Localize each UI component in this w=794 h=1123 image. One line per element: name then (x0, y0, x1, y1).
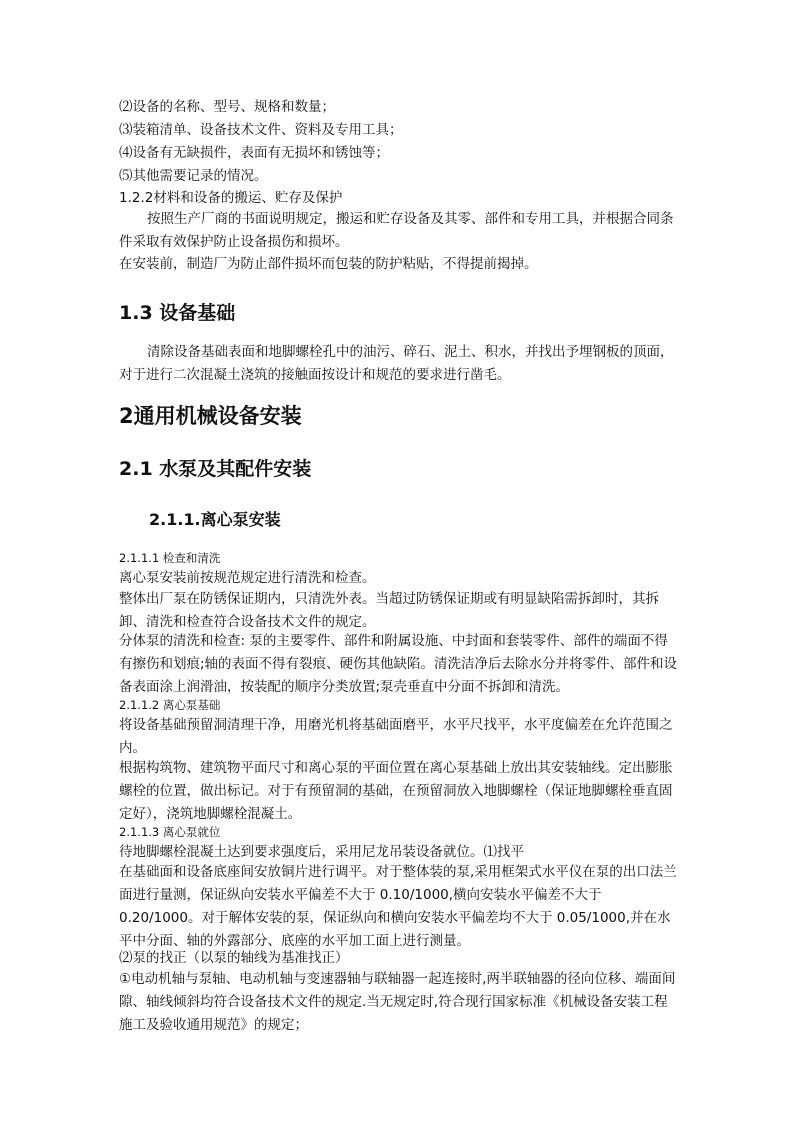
section-2-1-1-1-heading: 2.1.1.1 检查和清洗 (119, 551, 221, 565)
paragraph-handling: 按照生产厂商的书面说明规定，搬运和贮存设备及其零、部件和专用工具，并根据合同条件采取有效保护防止设备损伤和损坏。 (119, 211, 674, 250)
heading-2-1: 2.1 水泵及其配件安装 (119, 458, 312, 480)
paragraph-placement: 待地脚螺栓混凝土达到要求强度后，采用尼龙吊装设备就位。⑴找平 (119, 844, 524, 860)
paragraph-leveling: 在基础面和设备底座间安放铜片进行调平。对于整体装的泵,采用框架式水平仪在泵的出口法兰面进行量测，保证纵向安装水平偏差不大于 0.10/1000,横向安装水平偏差不大于 0.20/1000。对于解体安装的泵，保证纵向和横向安装水平偏差均不大于 0.05/1000,并在水平中分面、轴的外露部分、底座的水平加工面上进行测量。 (119, 864, 677, 949)
list-item-3: ⑶装箱清单、设备技术文件、资料及专用工具； (119, 122, 403, 138)
paragraph-protection: 在安装前，制造厂为防止部件损坏而包装的防护粘贴，不得提前揭掉。 (119, 256, 538, 272)
paragraph-axis-layout: 根据构筑物、建筑物平面尺寸和离心泵的平面位置在离心泵基础上放出其安装轴线。定出膨胀螺栓的位置，做出标记。对于有预留洞的基础，在预留洞放入地脚螺栓（保证地脚螺栓垂直固定好），浇筑地脚螺栓混凝土。 (119, 760, 673, 822)
paragraph-base-clean: 将设备基础预留洞清理干净，用磨光机将基础面磨平，水平尺找平，水平度偏差在允许范围之内。 (119, 717, 673, 756)
list-item-4: ⑷设备有无缺损件，表面有无损坏和锈蚀等； (119, 145, 389, 161)
heading-2: 2通用机械设备安装 (119, 404, 302, 428)
list-item-5: ⑸其他需要记录的情况。 (119, 168, 268, 184)
paragraph-coupling: ①电动机轴与泵轴、电动机轴与变速器轴与联轴器一起连接时,两半联轴器的径向位移、端面间隙、轴线倾斜均符合设备技术文件的规定.当无规定时,符合现行国家标准《机械设备安装工程施工及验收通用规范》的规定； (119, 971, 676, 1033)
paragraph-integral-pump: 整体出厂泵在防锈保证期内，只清洗外表。当超过防锈保证期或有明显缺陷需拆卸时，其拆卸、清洗和检查符合设备技术文件的规定。 (119, 591, 659, 630)
paragraph-clean-check: 离心泵安装前按规范规定进行清洗和检查。 (119, 570, 376, 586)
list-item-2: ⑵设备的名称、型号、规格和数量； (119, 99, 335, 115)
section-1-2-2-heading: 1.2.2材料和设备的搬运、贮存及保护 (119, 190, 343, 206)
paragraph-alignment-heading: ⑵泵的找正（以泵的轴线为基准找正） (119, 950, 349, 966)
paragraph-foundation: 清除设备基础表面和地脚螺栓孔中的油污、碎石、泥土、积水，并找出予埋钢板的顶面，对于进行二次混凝土浇筑的接触面按设计和规范的要求进行凿毛。 (119, 344, 674, 383)
section-2-1-1-2-heading: 2.1.1.2 离心泵基础 (119, 698, 221, 712)
section-2-1-1-3-heading: 2.1.1.3 离心泵就位 (119, 825, 221, 839)
paragraph-split-pump: 分体泵的清洗和检查: 泵的主要零件、部件和附属设施、中封面和套装零件、部件的端面不得有擦伤和划痕;轴的表面不得有裂痕、硬伤其他缺陷。清洗洁净后去除水分并将零件、部件和设备表面涂上润滑油，按装配的顺序分类放置;泵壳垂直中分面不拆卸和清洗。 (119, 633, 678, 695)
heading-1-3: 1.3 设备基础 (119, 302, 236, 324)
heading-2-1-1: 2.1.1.离心泵安装 (149, 510, 281, 529)
